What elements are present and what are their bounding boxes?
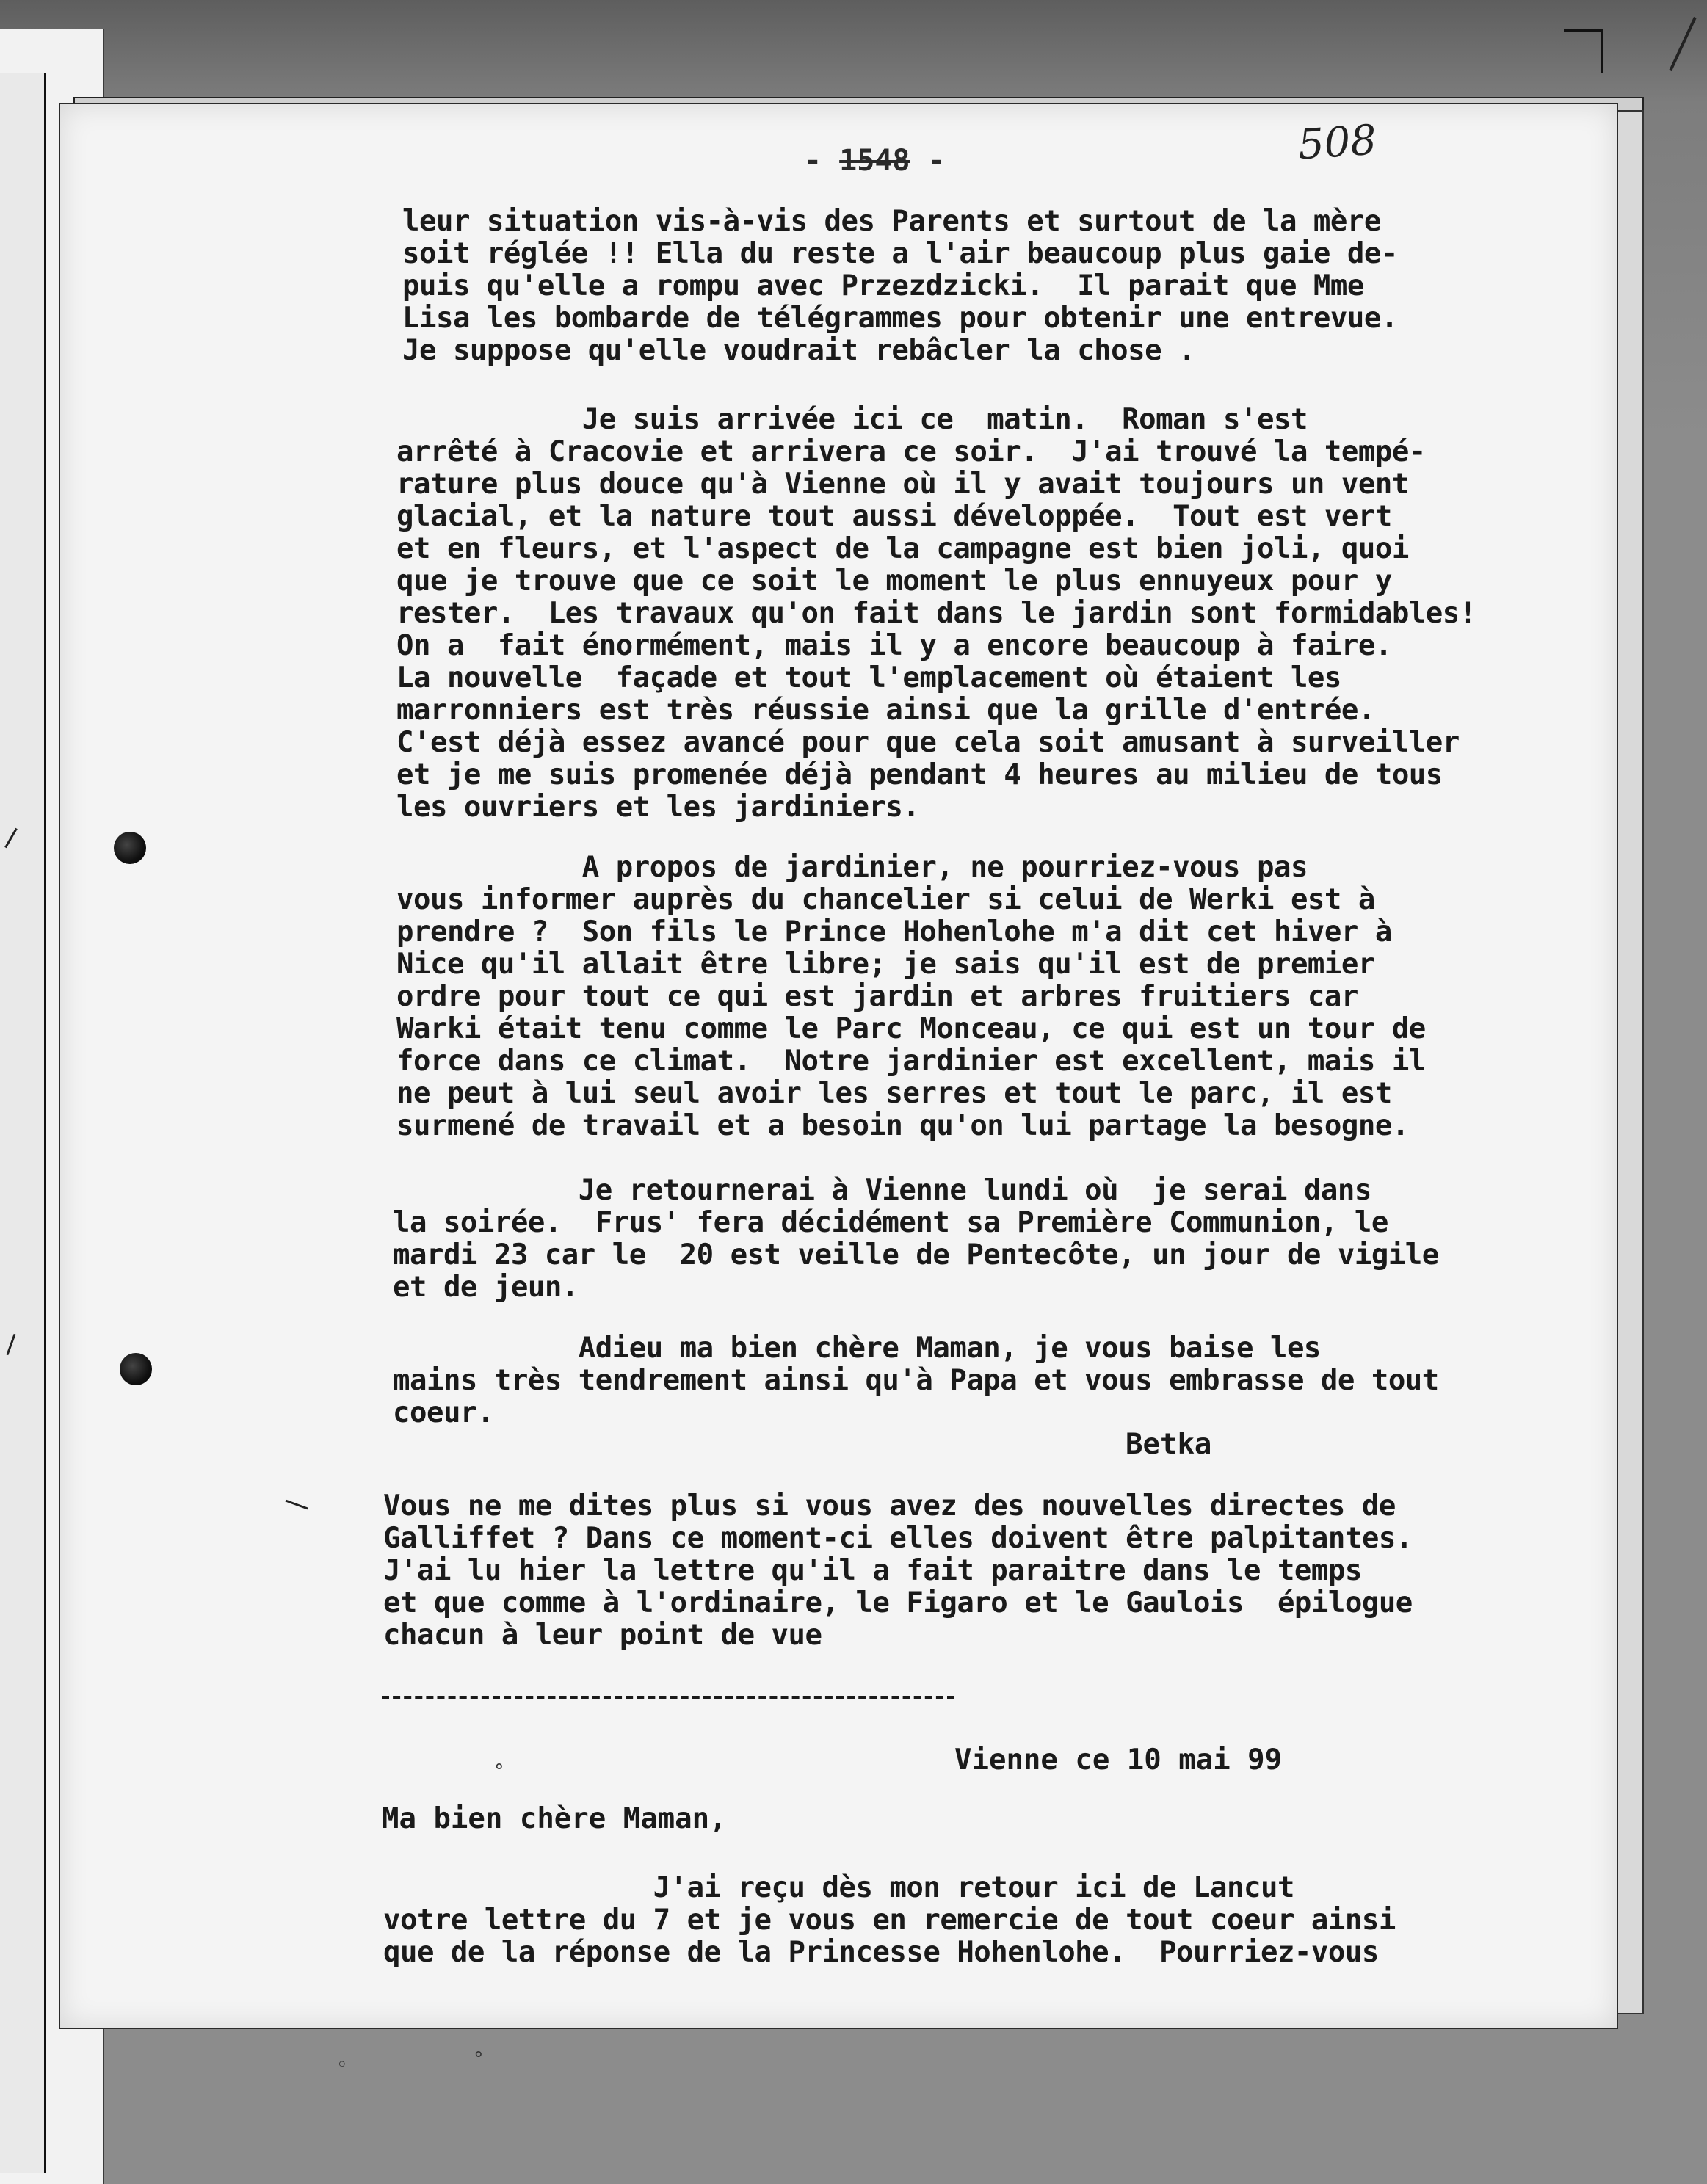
text-line: rature plus douce qu'à Vienne où il y avait toujours un vent [396, 468, 1409, 501]
text-line: Vous ne me dites plus si vous avez des nouvelles directes de [383, 1490, 1396, 1523]
text-line: Warki était tenu comme le Parc Monceau, ce qui est un tour de [396, 1012, 1426, 1045]
text-line: prendre ? Son fils le Prince Hohenlohe m'a dit cet hiver à [396, 915, 1392, 948]
text-line: marronniers est très réussie ainsi que la grille d'entrée. [396, 694, 1375, 727]
handwritten-folio-number: 508 [1296, 116, 1379, 170]
text-line: A propos de jardinier, ne pourriez-vous pas [396, 851, 1308, 884]
paragraph-next-letter [383, 1872, 1396, 1969]
paragraph-farewell [393, 1332, 1439, 1429]
text-line: rester. Les travaux qu'on fait dans le jardin sont formidables! [396, 597, 1476, 630]
text-line: puis qu'elle a rompu avec Przezdzicki. Il parait que Mme [402, 269, 1364, 302]
stray-mark: ° [473, 2048, 485, 2070]
text-line: votre lettre du 7 et je vous en remercie de tout coeur ainsi [383, 1904, 1396, 1937]
paragraph-situation [402, 206, 1398, 367]
corner-crop-mark [1564, 29, 1603, 73]
text-line: glacial, et la nature tout aussi développée. Tout est vert [396, 500, 1392, 533]
text-line: Galliffet ? Dans ce moment-ci elles doivent être palpitantes. [383, 1522, 1413, 1555]
stray-mark: ◦ [336, 2054, 348, 2076]
text-line: J'ai reçu dès mon retour ici de Lancut [383, 1871, 1294, 1904]
date-line: Vienne ce 10 mai 99 [954, 1744, 1283, 1777]
text-line: mardi 23 car le 20 est veille de Pentecôte, un jour de vigile [393, 1238, 1439, 1271]
text-line: La nouvelle façade et tout l'emplacement où étaient les [396, 661, 1341, 694]
text-line: Je retournerai à Vienne lundi où je serai dans [393, 1174, 1371, 1207]
text-line: que de la réponse de la Princesse Hohenlohe. Pourriez-vous [383, 1936, 1379, 1969]
text-line: chacun à leur point de vue [383, 1619, 822, 1652]
text-line: surmené de travail et a besoin qu'on lui partage la besogne. [396, 1109, 1409, 1142]
separator-rule [382, 1696, 954, 1699]
paragraph-return [393, 1175, 1439, 1304]
text-line: la soirée. Frus' fera décidément sa Première Communion, le [393, 1206, 1388, 1239]
salutation: Ma bien chère Maman, [382, 1802, 727, 1835]
punch-hole [120, 1353, 152, 1385]
text-line: ordre pour tout ce qui est jardin et arbres fruitiers car [396, 980, 1358, 1013]
paragraph-postscript [383, 1490, 1413, 1652]
text-line: que je trouve que ce soit le moment le plus ennuyeux pour y [396, 565, 1392, 598]
text-line: soit réglée !! Ella du reste a l'air beaucoup plus gaie de- [402, 237, 1398, 270]
struck-page-number: 1548 [839, 144, 910, 178]
text-line: Je suppose qu'elle voudrait rebâcler la chose . [402, 334, 1196, 367]
signature: Betka [1126, 1428, 1212, 1461]
text-line: Lisa les bombarde de télégrammes pour obtenir une entrevue. [402, 302, 1398, 335]
text-line: J'ai lu hier la lettre qu'il a fait paraitre dans le temps [383, 1554, 1362, 1587]
stray-mark: ° [493, 1760, 505, 1782]
text-line: et je me suis promenée déjà pendant 4 heures au milieu de tous [396, 758, 1443, 791]
text-line: mains très tendrement ainsi qu'à Papa et vous embrasse de tout [393, 1364, 1439, 1397]
text-line: Je suis arrivée ici ce matin. Roman s'est [396, 403, 1308, 436]
text-line: coeur. [393, 1396, 494, 1429]
paragraph-arrival [396, 404, 1476, 824]
text-line: ne peut à lui seul avoir les serres et tout le parc, il est [396, 1077, 1392, 1110]
text-line: leur situation vis-à-vis des Parents et surtout de la mère [402, 205, 1381, 238]
punch-hole [114, 832, 146, 864]
text-line: Adieu ma bien chère Maman, je vous baise les [393, 1332, 1321, 1365]
text-line: force dans ce climat. Notre jardinier est excellent, mais il [396, 1045, 1426, 1078]
text-line: et en fleurs, et l'aspect de la campagne est bien joli, quoi [396, 532, 1409, 565]
text-line: vous informer auprès du chancelier si celui de Werki est à [396, 883, 1375, 916]
text-line: Nice qu'il allait être libre; je sais qu'il est de premier [396, 948, 1375, 981]
text-line: arrêté à Cracovie et arrivera ce soir. J'ai trouvé la tempé- [396, 435, 1426, 468]
text-line: On a fait énormément, mais il y a encore beaucoup à faire. [396, 629, 1392, 662]
text-line: C'est déjà essez avancé pour que cela soit amusant à surveiller [396, 726, 1460, 759]
page-number: - 1548 - [804, 144, 946, 178]
adjacent-sheet-inner [0, 73, 46, 2173]
text-line: et de jeun. [393, 1271, 579, 1304]
text-line: et que comme à l'ordinaire, le Figaro et le Gaulois épilogue [383, 1586, 1413, 1619]
paragraph-gardener [396, 852, 1426, 1142]
text-line: les ouvriers et les jardiniers. [396, 791, 920, 824]
